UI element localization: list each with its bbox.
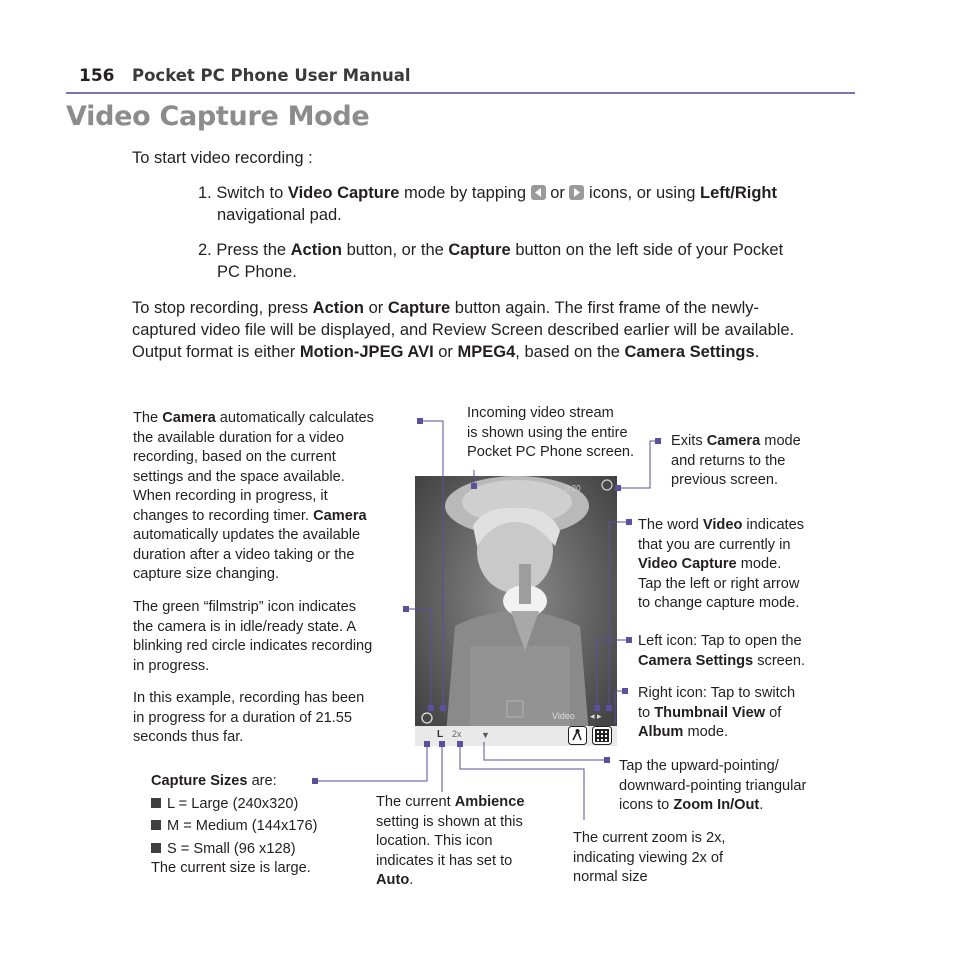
callout-filmstrip: The green “filmstrip” icon indicates the camera is in idle/ready state. A blinking red circle indicates recording in progress. [133, 599, 373, 674]
callout-right-icon: Right icon: Tap to switch to Thumbnail View of Album mode. [638, 685, 796, 740]
page-number: 156 [79, 66, 115, 86]
zoom-triangle-icon[interactable]: ▼ [481, 730, 490, 740]
zoom-label: 2x [452, 729, 462, 739]
callout-word-video: The word Video indicates that you are currently in Video Capture mode. Tap the left or right arrow to change capture mode. [638, 517, 805, 611]
callout-camera-duration: The Camera automatically calculates the available duration for a video recording, based on the current settings and the space available. When recording in progress, it changes to recording timer. Camera automatically updates the available duration after a video taking or the capture size changing. [133, 410, 374, 582]
callout-exits: Exits Camera mode and returns to the previous screen. [671, 433, 801, 488]
stop-paragraph: To stop recording, press Action or Capture button again. The first frame of the newly- captured video file will be displayed, and Review Screen described earlier will be available. Output format is either Motion-JPEG AVI or MPEG4, based on the Camera Settings. [132, 299, 795, 361]
callout-example: In this example, recording has been in progress for a duration of 21.55 seconds thus far. [133, 690, 365, 745]
mode-word-video[interactable]: Video [552, 711, 575, 721]
bullet-square [151, 798, 161, 808]
callout-stream: Incoming video stream is shown using the entire Pocket PC Phone screen. [467, 405, 635, 460]
callout-sizes: Capture Sizes are: L = Large (240x320) M = Medium (144x176) S = Small (96 x128) The current size is large. [151, 773, 318, 876]
step-1-cont: navigational pad. [217, 206, 342, 224]
size-letter[interactable]: L [437, 729, 444, 740]
callout-left-icon: Left icon: Tap to open the Camera Settings screen. [638, 633, 806, 669]
intro-text: To start video recording : [132, 149, 313, 167]
callout-ambience: The current Ambience setting is shown at this location. This icon indicates it has set to Auto. [376, 794, 525, 888]
page-title: Video Capture Mode [66, 101, 370, 132]
step-1: 1. Switch to Video Capture mode by tapping or icons, or using Left/Right [198, 184, 777, 202]
timer-text: 0:20 [565, 484, 581, 493]
callout-zoom: Tap the upward-pointing/ downward-pointing triangular icons to Zoom In/Out. [619, 758, 807, 813]
mode-arrows-icon[interactable]: ◂ ▸ [590, 711, 602, 721]
callout-zoom-current: The current zoom is 2x, indicating viewing 2x of normal size [573, 830, 726, 885]
manual-title: Pocket PC Phone User Manual [132, 66, 411, 85]
step-2-cont: PC Phone. [217, 263, 297, 281]
bullet-square [151, 843, 161, 853]
bullet-square [151, 820, 161, 830]
step-2: 2. Press the Action button, or the Capture button on the left side of your Pocket [198, 241, 784, 259]
